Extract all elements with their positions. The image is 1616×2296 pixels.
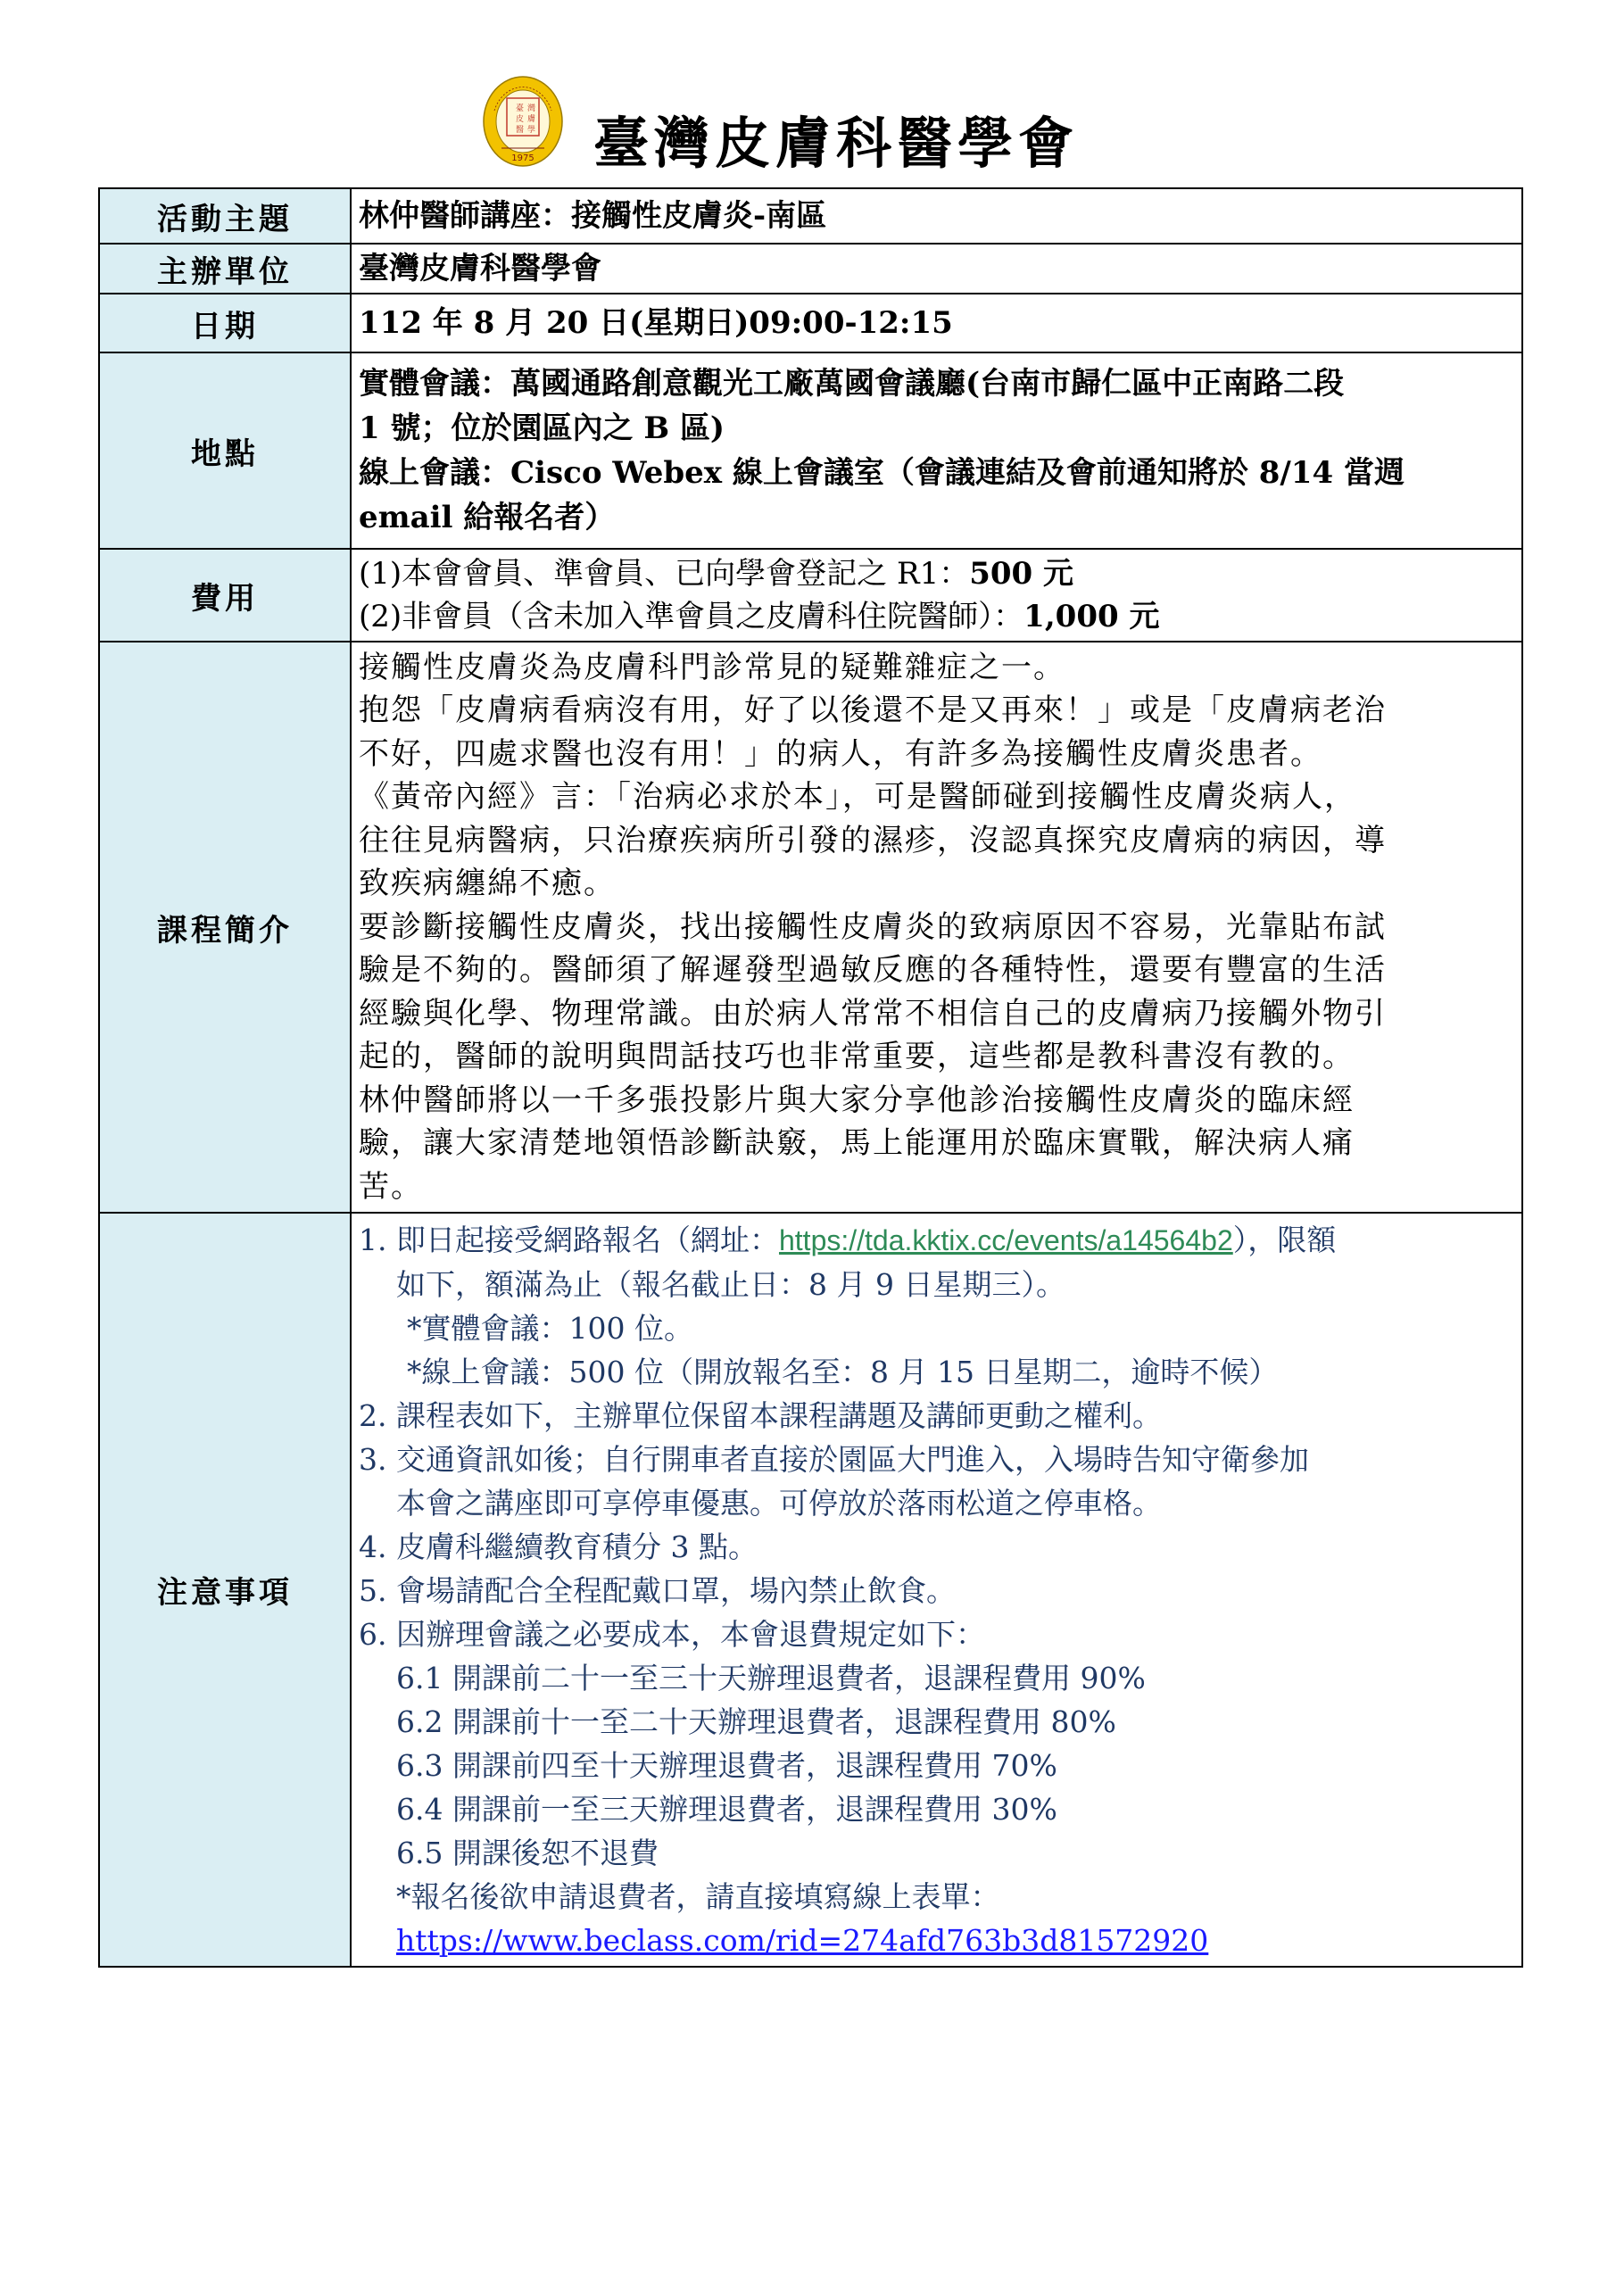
note-2: 2. 課程表如下，主辦單位保留本課程講題及講師更動之權利。 bbox=[359, 1397, 1162, 1433]
venue-line: 線上會議：Cisco Webex 線上會議室（會議連結及會前通知將於 8/14 當週 bbox=[359, 455, 1405, 491]
venue-line: email 給報名者） bbox=[359, 500, 616, 535]
event-info-table bbox=[98, 187, 1523, 1968]
venue-value bbox=[351, 352, 1522, 549]
refund-form-line bbox=[359, 1919, 1514, 1962]
association-logo bbox=[482, 75, 564, 173]
notes-label: 注意事項 bbox=[99, 1213, 351, 1967]
topic-value: 林仲醫師講座：接觸性皮膚炎-南區 bbox=[351, 188, 1522, 244]
note-6: 6. 因辦理會議之必要成本，本會退費規定如下： bbox=[359, 1616, 985, 1652]
intro-line: 致疾病纏綿不癒。 bbox=[359, 866, 616, 902]
row-organizer bbox=[99, 244, 1522, 294]
venue-line: 1 號；位於園區內之 B 區) bbox=[359, 410, 725, 446]
venue-line: 實體會議：萬國通路創意觀光工廠萬國會議廳(台南市歸仁區中正南路二段 bbox=[359, 366, 1345, 402]
intro-line: 抱怨「皮膚病看病沒有用，好了以後還不是又再來！」或是「皮膚病老治 bbox=[359, 692, 1387, 729]
venue-label: 地點 bbox=[99, 352, 351, 549]
intro-line: 接觸性皮膚炎為皮膚科門診常見的疑難雜症之一。 bbox=[359, 649, 1065, 685]
note-5: 5. 會場請配合全程配戴口罩，場內禁止飲食。 bbox=[359, 1572, 956, 1608]
note-3: 3. 交通資訊如後；自行開車者直接於園區大門進入，入場時告知守衛參加 bbox=[359, 1441, 1309, 1477]
intro-line: 林仲醫師將以一千多張投影片與大家分享他診治接觸性皮膚炎的臨床經 bbox=[359, 1082, 1355, 1118]
fee-line-2 bbox=[359, 595, 1514, 638]
svg-text:灣: 灣 bbox=[527, 104, 536, 113]
page-header bbox=[0, 0, 1616, 187]
svg-text:學: 學 bbox=[527, 126, 536, 135]
refund-rule: 6.2 開課前十一至二十天辦理退費者，退課程費用 80% bbox=[396, 1703, 1116, 1739]
note-1-online-quota: *線上會議：500 位（開放報名至：8 月 15 日星期二，逾時不候） bbox=[407, 1354, 1279, 1389]
intro-line: 起的，醫師的說明與問話技巧也非常重要，這些都是教科書沒有教的。 bbox=[359, 1039, 1355, 1075]
note-1-continued: 如下，額滿為止（報名截止日：8 月 9 日星期三）。 bbox=[396, 1266, 1065, 1302]
note-1-onsite-quota: *實體會議：100 位。 bbox=[407, 1310, 693, 1346]
fee-value bbox=[351, 549, 1522, 642]
note-1-text: 1. 即日起接受網路報名（網址： bbox=[359, 1222, 779, 1257]
refund-rule: 6.4 開課前一至三天辦理退費者，退課程費用 30% bbox=[396, 1791, 1057, 1827]
organizer-value: 臺灣皮膚科醫學會 bbox=[351, 244, 1522, 294]
svg-text:醫: 醫 bbox=[516, 126, 525, 135]
intro-value bbox=[351, 642, 1522, 1213]
refund-rule: 6.5 開課後恕不退費 bbox=[396, 1835, 659, 1870]
row-notes bbox=[99, 1213, 1522, 1967]
refund-form-link[interactable]: https://www.beclass.com/rid=274afd763b3d81572920 bbox=[396, 1922, 1209, 1958]
fee-line-1-text: (1)本會會員、準會員、已向學會登記之 R1： bbox=[359, 556, 970, 592]
row-topic bbox=[99, 188, 1522, 244]
row-intro bbox=[99, 642, 1522, 1213]
refund-note: *報名後欲申請退費者，請直接填寫線上表單： bbox=[396, 1878, 1000, 1914]
date-label: 日期 bbox=[99, 294, 351, 352]
note-1 bbox=[359, 1218, 1514, 1263]
notes-value bbox=[351, 1213, 1522, 1967]
topic-label: 活動主題 bbox=[99, 188, 351, 244]
intro-line: 驗是不夠的。醫師須了解遲發型過敏反應的各種特性，還要有豐富的生活 bbox=[359, 952, 1387, 989]
fee-line-2-text: (2)非會員（含未加入準會員之皮膚科住院醫師）： bbox=[359, 599, 1024, 634]
note-1-suffix: ），限額 bbox=[1232, 1222, 1337, 1257]
refund-rule: 6.1 開課前二十一至三十天辦理退費者，退課程費用 90% bbox=[396, 1660, 1146, 1695]
refund-rule: 6.3 開課前四至十天辦理退費者，退課程費用 70% bbox=[396, 1747, 1057, 1783]
row-date bbox=[99, 294, 1522, 352]
note-4: 4. 皮膚科繼續教育積分 3 點。 bbox=[359, 1529, 758, 1564]
organization-title: 臺灣皮膚科醫學會 bbox=[593, 111, 1080, 176]
intro-line: 不好，四處求醫也沒有用！」的病人，有許多為接觸性皮膚炎患者。 bbox=[359, 735, 1322, 772]
intro-line: 要診斷接觸性皮膚炎，找出接觸性皮膚炎的致病原因不容易，光靠貼布試 bbox=[359, 908, 1387, 945]
svg-text:1975: 1975 bbox=[511, 153, 535, 163]
svg-text:膚: 膚 bbox=[527, 115, 536, 124]
intro-line: 經驗與化學、物理常識。由於病人常常不相信自己的皮膚病乃接觸外物引 bbox=[359, 995, 1387, 1032]
intro-line: 《黃帝內經》言：「治病必求於本」，可是醫師碰到接觸性皮膚炎病人， bbox=[359, 779, 1356, 816]
row-fee bbox=[99, 549, 1522, 642]
fee-line-1 bbox=[359, 552, 1514, 595]
fee-label: 費用 bbox=[99, 549, 351, 642]
svg-text:臺: 臺 bbox=[516, 104, 525, 113]
fee-member-amount: 500 元 bbox=[969, 556, 1074, 592]
svg-text:皮: 皮 bbox=[516, 115, 525, 124]
intro-label: 課程簡介 bbox=[99, 642, 351, 1213]
intro-line: 驗，讓大家清楚地領悟診斷訣竅，馬上能運用於臨床實戰，解決病人痛 bbox=[359, 1125, 1355, 1162]
intro-line: 往往見病醫病，只治療疾病所引發的濕疹，沒認真探究皮膚病的病因，導 bbox=[359, 822, 1387, 858]
note-3-continued: 本會之講座即可享停車優惠。可停放於落雨松道之停車格。 bbox=[396, 1485, 1162, 1521]
intro-line: 苦。 bbox=[359, 1168, 423, 1205]
row-venue bbox=[99, 352, 1522, 549]
organizer-label: 主辦單位 bbox=[99, 244, 351, 294]
date-value: 112 年 8 月 20 日(星期日)09:00-12:15 bbox=[351, 294, 1522, 352]
registration-link[interactable]: https://tda.kktix.cc/events/a14564b2 bbox=[778, 1223, 1233, 1256]
fee-nonmember-amount: 1,000 元 bbox=[1023, 599, 1160, 634]
